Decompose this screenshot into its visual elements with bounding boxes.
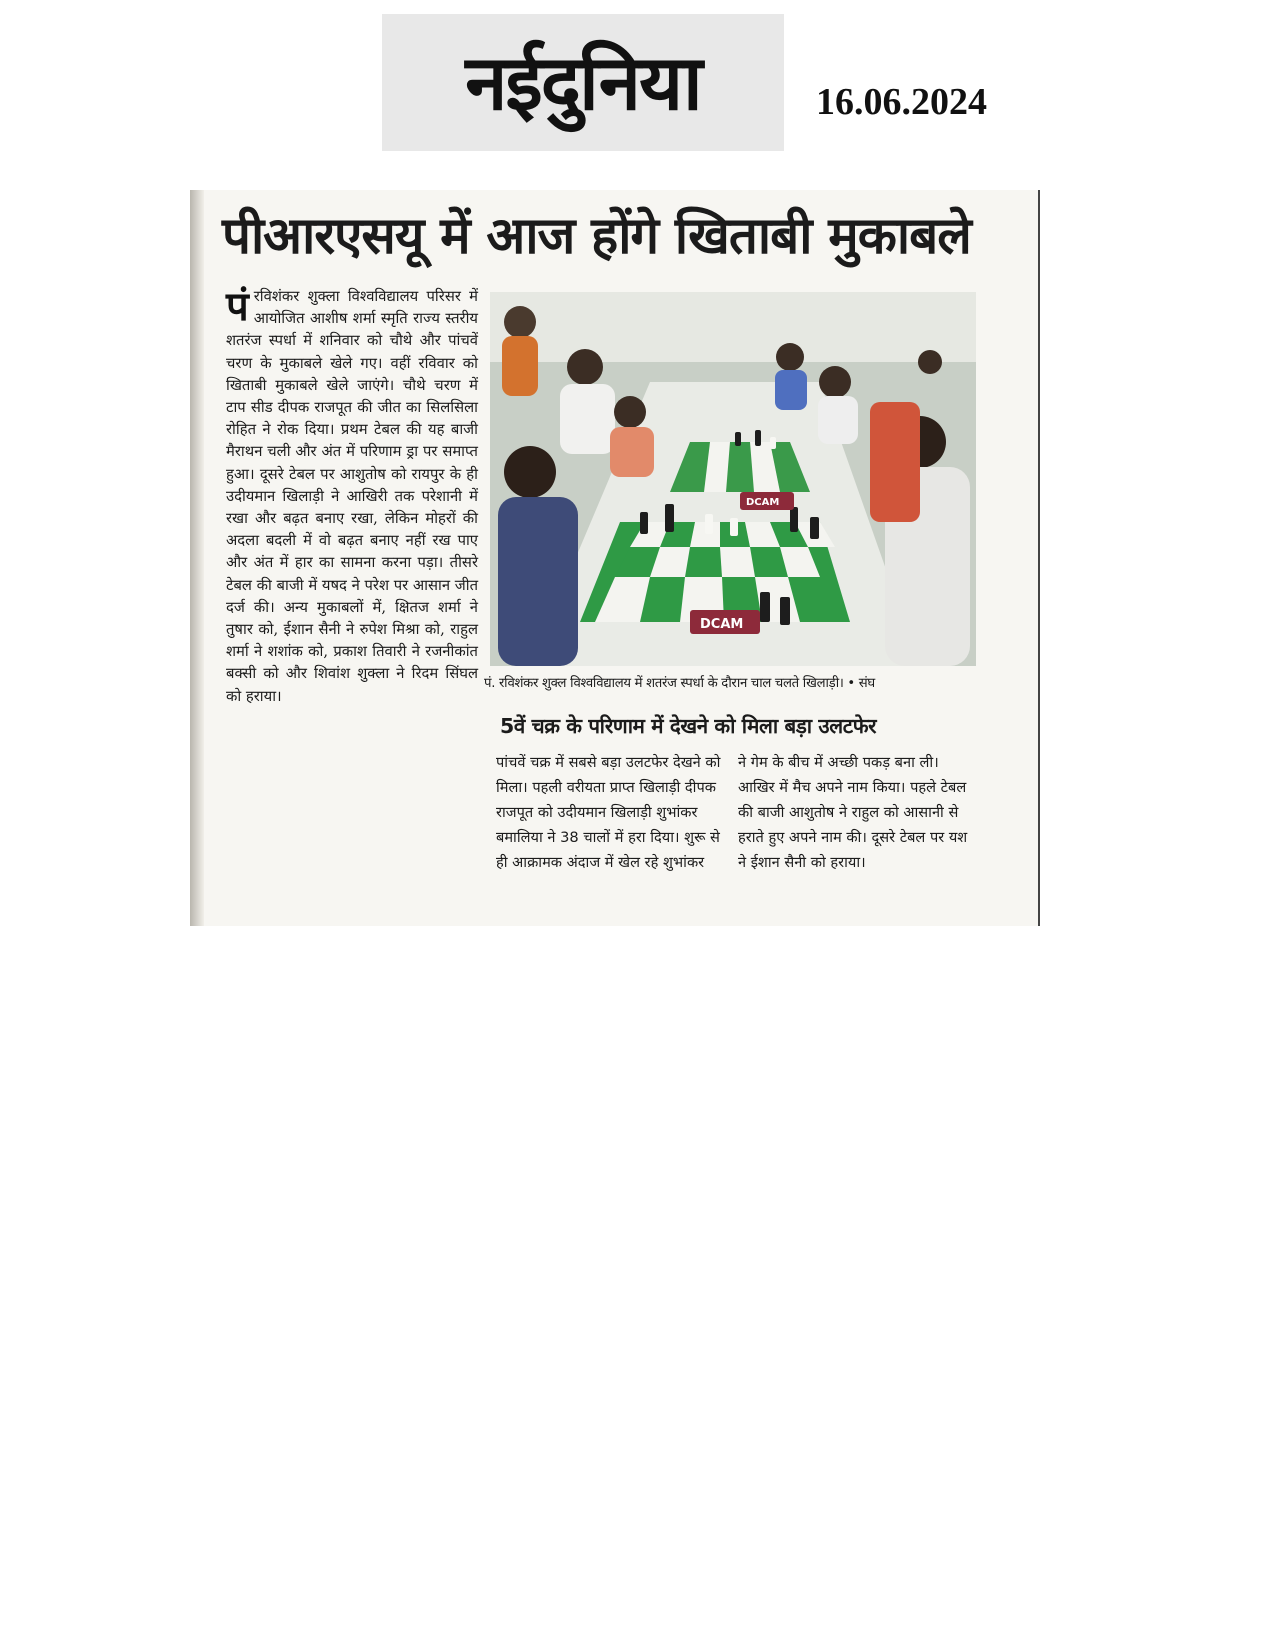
subsection-column-left: पांचवें चक्र में सबसे बड़ा उलटफेर देखने को मिला। पहली वरीयता प्राप्त खिलाड़ी दीपक राजपूत को उदीयमान खिलाड़ी शुभांकर बमालिया ने 38 चालों में हरा दिया। शुरू से ही आक्रामक अंदाज में खेल रहे शुभांकर (496, 754, 721, 871)
chess-clock-near (690, 610, 760, 634)
article-subheading: 5वें चक्र के परिणाम में देखने को मिला बड़ा उलटफेर (500, 714, 877, 738)
chess-clock-far (740, 492, 794, 510)
chessboard-near (580, 522, 850, 622)
chess-photo-illustration (490, 292, 976, 666)
subsection-column-right: ने गेम के बीच में अच्छी पकड़ बना ली। आखिर में मैच अपने नाम किया। पहले टेबल की बाजी आशुतोष ने राहुल को आसानी से हराते हुए अपने नाम की। दूसरे टेबल पर यश ने ईशान सैनी को हराया। (738, 754, 968, 871)
article-body-text: रविशंकर शुक्ला विश्वविद्यालय परिसर में आयोजित आशीष शर्मा स्मृति राज्य स्तरीय शतरंज स्पर्धा में शनिवार को चौथे और पांचवें चरण के मुकाबले खेले गए। वहीं रविवार को खिताबी मुकाबले खेले जाएंगे। चौथे चरण में टाप सीड दीपक राजपूत की जीत का सिलसिला रोहित ने रोक दिया। प्रथम टेबल की यह बाजी मैराथन चली और अंत में परिणाम ड्रा पर समाप्त हुआ। दूसरे टेबल पर आशुतोष को रायपुर के ही उदीयमान खिलाड़ी ने आखिरी तक परेशानी में रखा और बढ़त बनाए रखा, लेकिन मोहरों की अदला बदली में वो बढ़त बनाए नहीं रख पाए और अंत में हार का सामना करना पड़ा। तीसरे टेबल की बाजी में यषद ने परेश पर आसान जीत दर्ज की। अन्य मुकाबलों में, क्षितज शर्मा ने तुषार को, ईशान सैनी ने रुपेश मिश्रा को, राहुल शर्मा ने शशांक को, प्रकाश तिवारी ने रजनीकांत बक्सी को और शिवांश शुक्ला ने रिदम सिंघल को हराया। (226, 288, 479, 705)
chess-clock-label-near: DCAM (700, 617, 744, 632)
masthead-logo-box (382, 14, 784, 151)
article-body (226, 283, 479, 708)
chess-clock-label-far: DCAM (746, 497, 780, 508)
masthead-logo: नईदुनिया (465, 37, 701, 127)
article-headline: पीआरएसयू में आज होंगे खिताबी मुकाबले (222, 207, 971, 266)
photo-caption: पं. रविशंकर शुक्ल विश्वविद्यालय में शतरंज स्पर्धा के दौरान चाल चलते खिलाड़ी। • संघ (484, 676, 875, 691)
publication-date: 16.06.2024 (816, 81, 987, 123)
newspaper-clipping (190, 190, 1040, 926)
article-dropcap: पं (226, 283, 249, 330)
hall-ceiling (490, 292, 976, 362)
chessboard-far (670, 442, 810, 492)
clipping-shadow-edge (190, 190, 204, 926)
chess-tournament-photo (490, 292, 976, 666)
